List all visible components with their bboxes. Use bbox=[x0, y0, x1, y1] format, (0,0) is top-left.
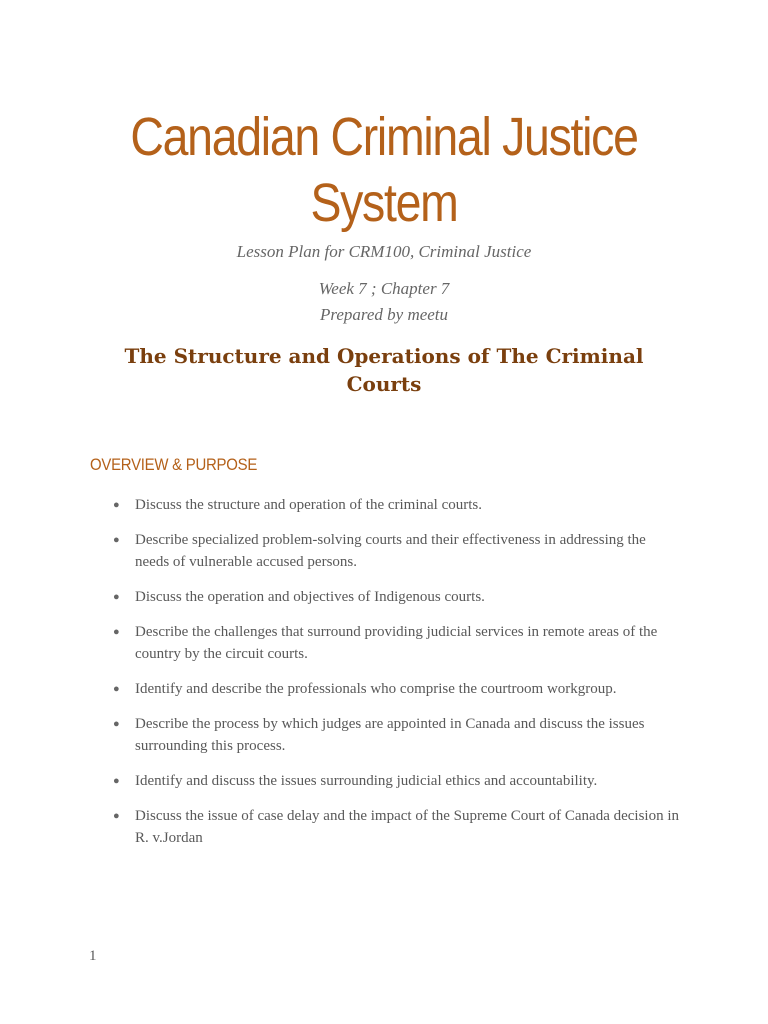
section-heading-line2: Courts bbox=[346, 372, 422, 396]
list-item-text: Identify and describe the professionals who comprise the courtroom workgroup. bbox=[135, 681, 617, 697]
document-title bbox=[105, 104, 662, 236]
bullet-icon: ● bbox=[113, 683, 120, 695]
week-chapter-block bbox=[0, 276, 768, 328]
list-item bbox=[113, 621, 680, 665]
section-heading bbox=[100, 342, 668, 398]
bullet-icon: ● bbox=[113, 591, 120, 603]
prepared-by-text: Prepared by meetu bbox=[319, 305, 449, 324]
list-item bbox=[113, 494, 680, 516]
document-title-line1: Canadian Criminal Justice bbox=[130, 107, 638, 167]
list-item-text: Discuss the issue of case delay and the impact of the Supreme Court of Canada decision in R. v.Jordan bbox=[135, 808, 680, 846]
list-item-text: Discuss the operation and objectives of Indigenous courts. bbox=[135, 589, 485, 605]
page-number: 1 bbox=[89, 948, 97, 964]
bullet-icon: ● bbox=[113, 718, 120, 730]
objectives-list bbox=[113, 494, 680, 862]
list-item-text: Identify and discuss the issues surrounding judicial ethics and accountability. bbox=[135, 773, 598, 789]
section-heading-line1: The Structure and Operations of The Criminal bbox=[124, 344, 644, 368]
list-item-text: Describe the process by which judges are appointed in Canada and discuss the issues surrounding this process. bbox=[135, 716, 645, 754]
list-item bbox=[113, 678, 680, 700]
list-item bbox=[113, 586, 680, 608]
list-item bbox=[113, 770, 680, 792]
lesson-plan-subtitle: Lesson Plan for CRM100, Criminal Justice bbox=[236, 242, 532, 261]
bullet-icon: ● bbox=[113, 810, 120, 822]
bullet-icon: ● bbox=[113, 626, 120, 638]
document-title-line2: System bbox=[310, 173, 458, 233]
week-chapter-text: Week 7 ; Chapter 7 bbox=[318, 279, 450, 298]
list-item bbox=[113, 805, 680, 849]
list-item bbox=[113, 529, 680, 573]
bullet-icon: ● bbox=[113, 534, 120, 546]
list-item-text: Describe the challenges that surround providing judicial services in remote areas of the country by the circuit courts. bbox=[135, 624, 658, 662]
bullet-icon: ● bbox=[113, 775, 120, 787]
list-item-text: Describe specialized problem-solving courts and their effectiveness in addressing the needs of vulnerable accused persons. bbox=[135, 532, 646, 570]
list-item bbox=[113, 713, 680, 757]
bullet-icon: ● bbox=[113, 499, 120, 511]
list-item-text: Discuss the structure and operation of the criminal courts. bbox=[135, 497, 482, 513]
overview-heading: OVERVIEW & PURPOSE bbox=[90, 455, 258, 474]
